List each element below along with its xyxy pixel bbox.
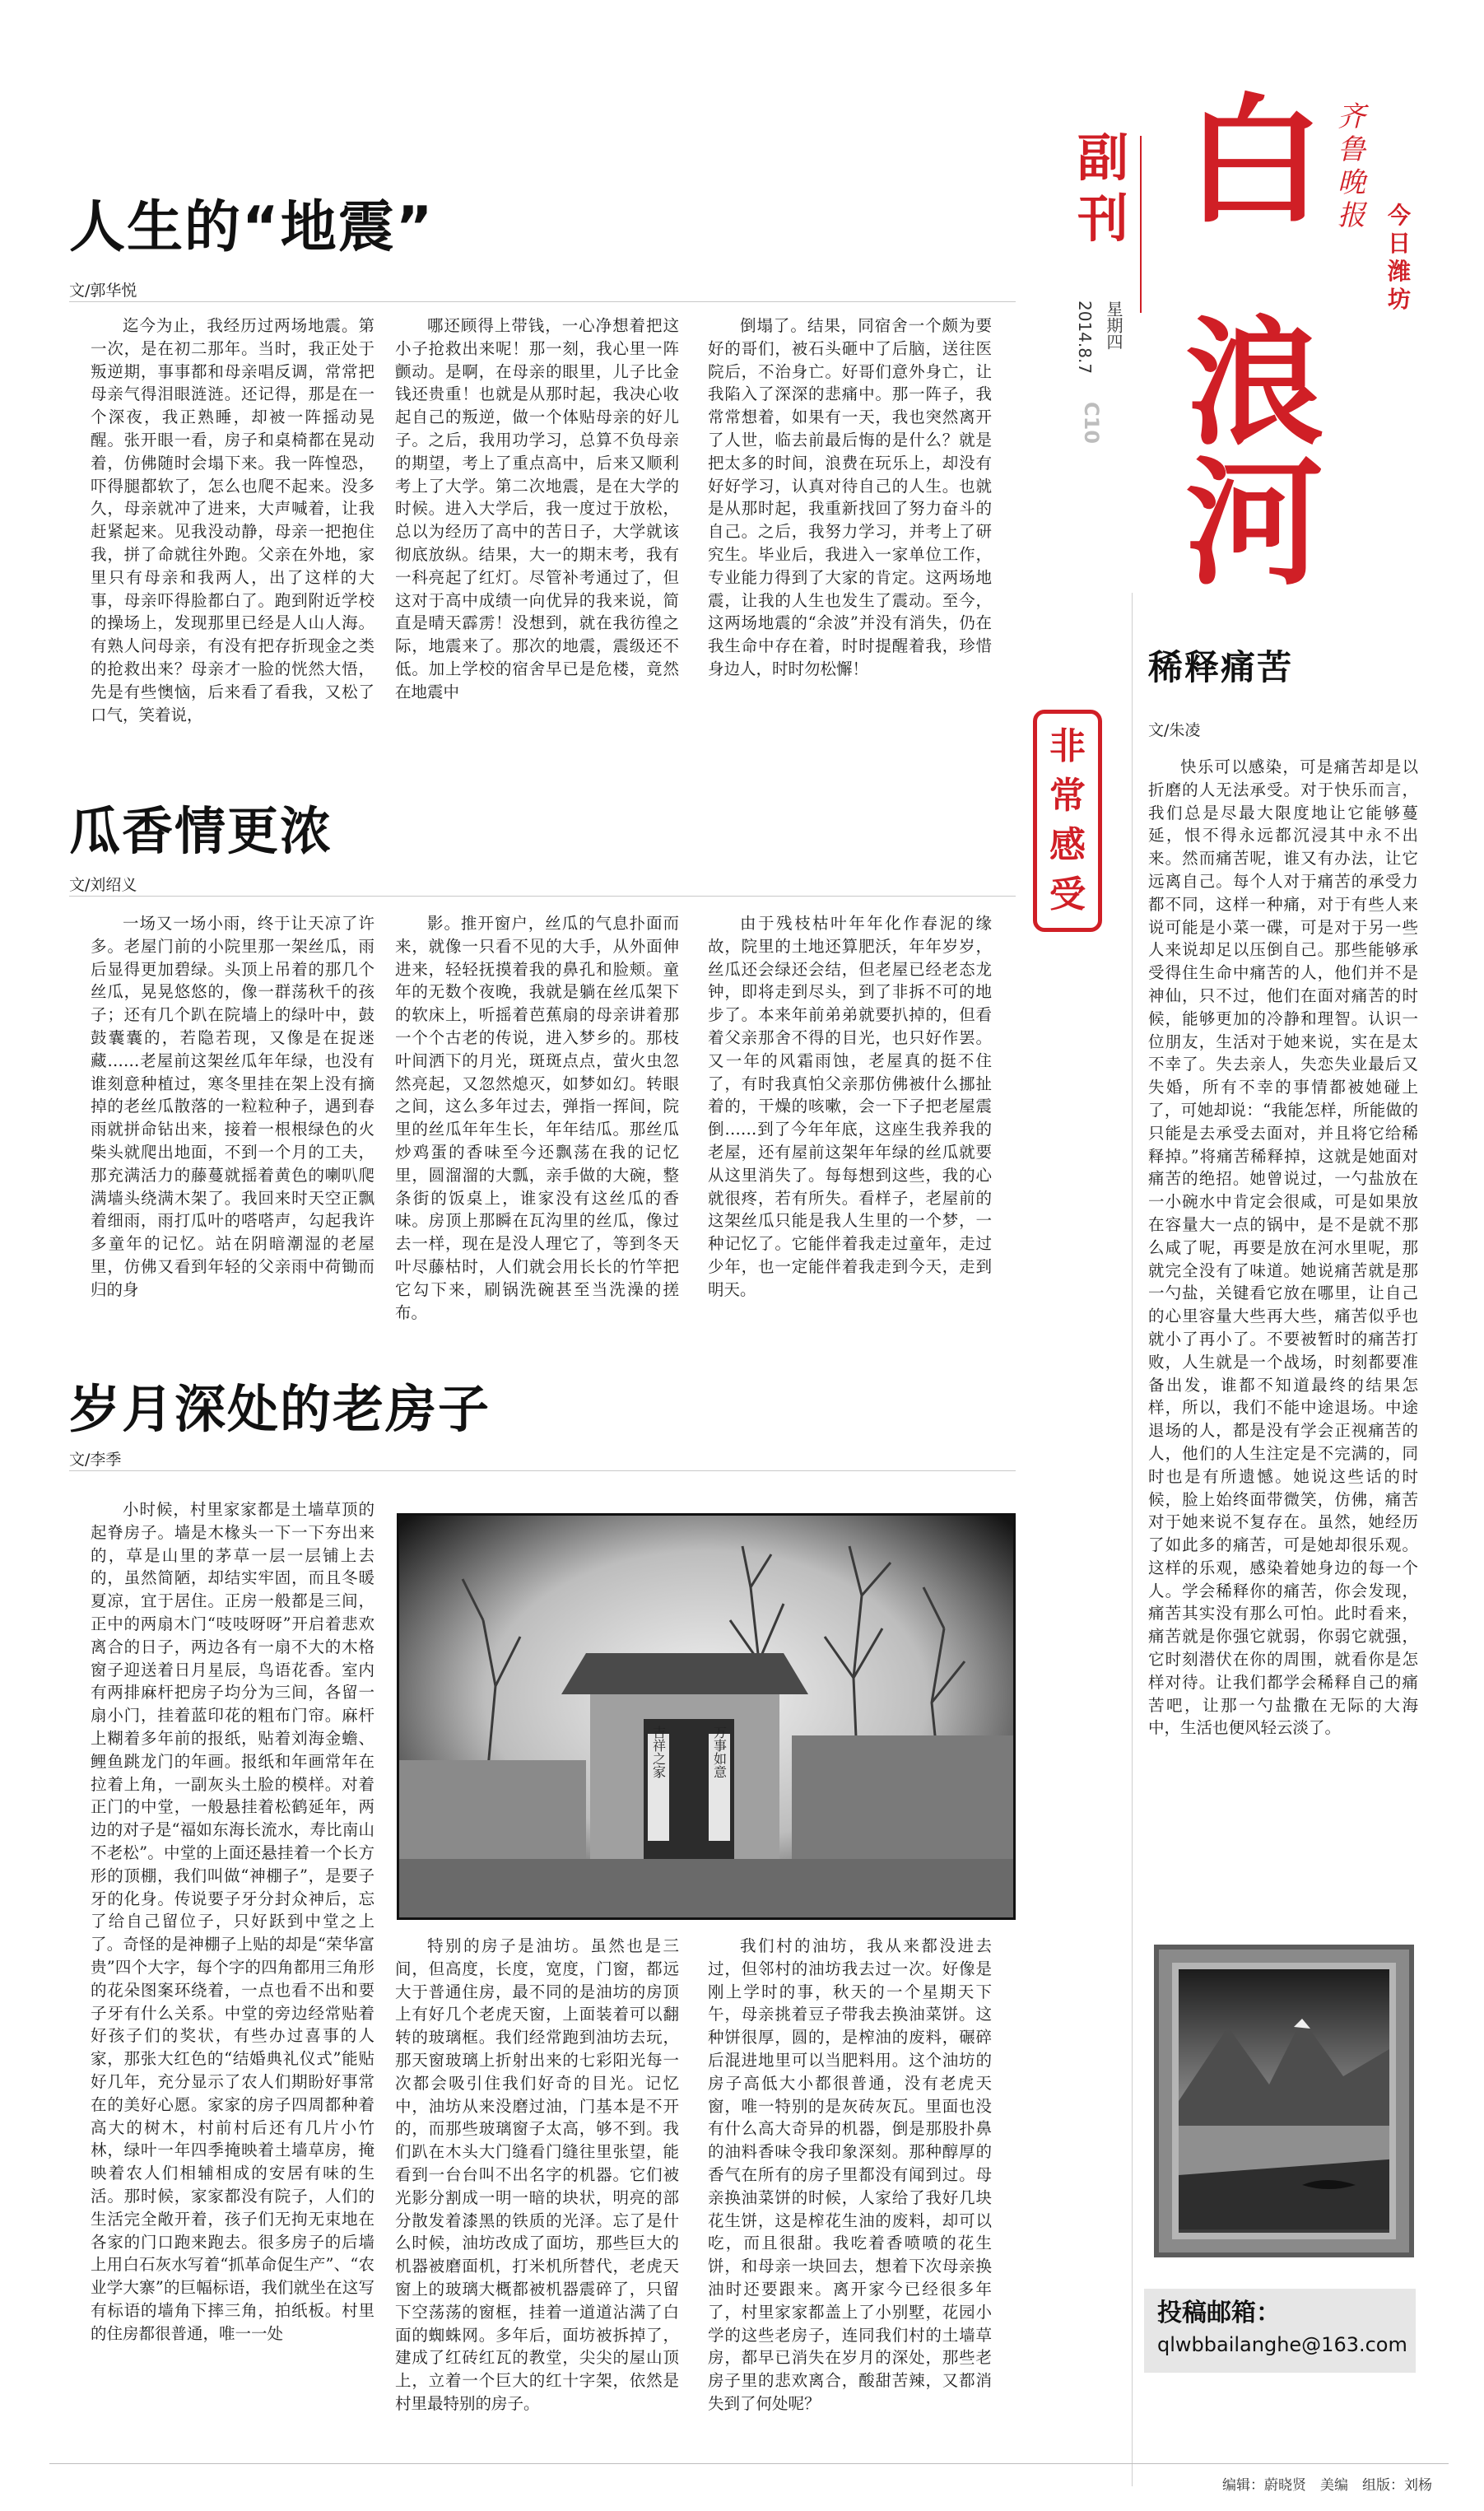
feature-seal [1033,710,1102,932]
article-3-rule [69,1470,1016,1471]
footer-credits: 编辑：蔚晓贤 美编 组版：刘杨 [1222,2477,1432,2494]
landscape-illustration [1179,1969,1396,2229]
column-divider [1132,593,1133,2486]
page-code [1068,402,1101,444]
article-3-column-1 [91,1498,374,2445]
couplet-left-text: 吉祥之家 [650,1726,667,1778]
old-house-illustration [397,1513,1016,1920]
seal-char-1: 非 [1049,725,1086,767]
issue-weekday-text: 星期四 [1104,300,1123,350]
side-wall [792,1735,1016,1859]
article-3-text-2: 特别的房子是油坊。虽然也是三间，但高度，长度，宽度，门窗，都远大于普通住房，最不同的是油坊的房顶上有好几个老虎天窗，上面装着可以翻转的玻璃框。我们经常跑到油坊去玩，那天窗玻璃上折射出来的七彩阳光每一次都会吸引住我们好奇的目光。记忆中，油坊从来没磨过油，门基本是不开的，而那些玻璃窗子太高，够不到。我们趴在木头大门缝看门缝往里张望，能看到一台台叫不出名字的机器。它们被光影分割成一明一暗的块状，明亮的部分散发着漆黑的铁质的光泽。忘了是什么时候，油坊改成了面坊，那些巨大的机器被磨面机，打米机所替代，老虎天窗上的玻璃大概都被机器震碎了，只留下空荡荡的窗框，挂着一道道沾满了白面的蜘蛛网。多年后，面坊被拆掉了，建成了红砖红瓦的教堂，尖尖的屋山顶上，立着一个巨大的红十字架，依然是村里最特别的房子。 [395,1936,679,2413]
article-1-text-3: 倒塌了。结果，同宿舍一个颇为要好的哥们，被石头砸中了后脑，送往医院后，不治身亡。好哥们意外身亡，让我陷入了深深的悲痛中。那一阵子，我常常想着，如果有一天，我也突然离开了人世，临去前最后悔的是什么？就是把太多的时间，浪费在玩乐上，却没有好好学习，认真对待自己的人生。也就是从那时起，我重新找回了努力奋斗的自己。之后，我努力学习，并考上了研究生。毕业后，我进入一家单位工作，专业能力得到了大家的肯定。这两场地震，让我的人生也发生了震动。至今，这两场地震的“余波”并没有消失，仍在我生命中存在着，时时提醒着我，珍惜身边人，时时勿松懈！ [708,316,992,678]
article-3-column-3 [708,1935,992,2445]
article-1-column-2 [395,314,679,726]
issue-date-text: 2014.8.7 [1075,300,1095,375]
paper-name-logo: 齐鲁晚报 [1337,100,1365,232]
article-2-column-2 [395,912,679,1349]
couplet-right-text: 万事如意 [711,1726,728,1778]
article-1-column-1 [91,314,374,726]
article-1-text-2: 哪还顾得上带钱，一心净想着把这小子抢救出来呢！那一刻，我心里一阵颤动。是啊，在母亲的眼里，儿子比金钱还贵重！也就是从那时起，我决心收起自己的叛逆，做一个体贴母亲的好儿子。之后，我用功学习，总算不负母亲的期望，考上了重点高中，后来又顺利考上了大学。第二次地震，是在大学的时候。进入大学后，我一度过于放松，总以为经历了高中的苦日子，大学就该彻底放纵。结果，大一的期末考，我有一科亮起了红灯。尽管补考通过了，但这对于高中成绩一向优异的我来说，简直是晴天霹雳！没想到，就在我彷徨之际，地震来了。那次的地震，震级还不低。加上学校的宿舍早已是危楼，竟然在地震中 [395,316,679,701]
footer-rule [49,2463,1449,2464]
issue-weekday [1099,300,1123,350]
ground [397,1859,1016,1920]
seal-char-4: 受 [1049,873,1086,915]
seal-char-3: 感 [1049,824,1086,866]
old-house-photo [397,1513,1016,1920]
masthead-title-char-1: 白 [1185,81,1324,242]
article-4-column [1148,756,1418,1929]
left-wall [397,1760,586,1859]
article-4-byline: 文/朱凌 [1148,721,1201,739]
article-3-byline: 文/李季 [69,1451,122,1469]
article-1-byline: 文/郭华悦 [69,282,137,300]
submission-label: 投稿邮箱： [1157,2299,1281,2327]
article-2-column-3 [708,912,992,1349]
article-3-text-3: 我们村的油坊，我从来都没进去过，但邻村的油坊我去过一次。好像是刚上学时的事，秋天的一个星期天下午，母亲挑着豆子带我去换油菜饼。这种饼很厚，圆的，是榨油的废料，碾碎后混进地里可以当肥料用。这个油坊的房子高低大小都很普通，没有老虎天窗，唯一特别的是灰砖灰瓦。里面也没有什么高大奇异的机器，倒是那股扑鼻的油料香味令我印象深刻。那种醇厚的香气在所有的房子里都没有闻到过。母亲换油菜饼的时候，人家给了我好几块花生饼，这是榨花生油的废料，却可以吃，而且很甜。我吃着香喷喷的花生饼，和母亲一块回去，想着下次母亲换油时还要跟来。离开家今已经很多年了，村里家家都盖上了小别墅，花园小学的这些老房子，连同我们村的土墙草房，都早已消失在岁月的深处，那些老房子里的悲欢离合，酸甜苦辣，又都消失到了何处呢？ [708,1936,992,2413]
article-1-text-1: 迄今为止，我经历过两场地震。第一次，是在初二那年。当时，我正处于叛逆期，事事都和母亲唱反调，常常把母亲气得泪眼涟涟。还记得，那是在一个深夜，我正熟睡，却被一阵摇动晃醒。张开眼一看，房子和桌椅都在晃动着，仿佛随时会塌下来。我一阵惶恐，吓得腿都软了，怎么也爬不起来。没多久，母亲就冲了进来，大声喊着，让我赶紧起来。见我没动静，母亲一把抱住我，拼了命就往外跑。父亲在外地，家里只有母亲和我两人，出了这样的大事，母亲吓得脸都白了。跑到附近学校的操场上，发现那里已经是人山人海。有熟人问母亲，有没有把存折现金之类的抢救出来？母亲才一脸的恍然大悟，先是有些懊恼，后来看了看我，又松了口气，笑着说， [91,316,374,724]
framed-landscape-picture [1154,1945,1414,2257]
article-2-text-3: 由于残枝枯叶年年化作春泥的缘故，院里的土地还算肥沃，年年岁岁，丝瓜还会绿还会结，但老屋已经老态龙钟，即将走到尽头，到了非拆不可的地步了。本来年前弟弟就要扒掉的，但看着父亲那舍不得的目光，也只好作罢。又一年的风霜雨蚀，老屋真的挺不住了，有时我真怕父亲那仿佛被什么挪扯着的，干燥的咳嗽，会一下子把老屋震倒……到了今年年底，这座生我养我的老屋，还有屋前这架年年绿的丝瓜就要从这里消失了。每每想到这些，我的心就很疼，若有所失。看样子，老屋前的这架丝瓜只能是我人生里的一个梦，一种记忆了。它能伴着我走过童年，走过少年，也一定能伴着我走到今天，走到明天。 [708,914,992,1299]
article-2-byline: 文/刘绍义 [69,876,137,894]
seal-char-2: 常 [1049,775,1086,817]
section-rule [1140,136,1142,313]
article-2-text-1: 一场又一场小雨，终于让天凉了许多。老屋门前的小院里那一架丝瓜，雨后显得更加碧绿。头顶上吊着的那几个丝瓜，晃晃悠悠的，像一群荡秋千的孩子；还有几个趴在院墙上的绿叶中，鼓鼓囊囊的，若隐若现，又像是在捉迷藏……老屋前这架丝瓜年年绿，也没有谁刻意种植过，寒冬里挂在架上没有摘掉的老丝瓜散落的一粒粒种子，遇到春雨就拼命钻出来，接着一根根绿色的火柴头就爬出地面，不到一个月的工夫，那充满活力的藤蔓就摇着黄色的喇叭爬满墙头绕满木架了。我回来时天空正飘着细雨，雨打瓜叶的嗒嗒声，勾起我许多童年的记忆。站在阴暗潮湿的老屋里，仿佛又看到年轻的父亲雨中荷锄而归的身 [91,914,374,1299]
submission-box [1144,2289,1416,2373]
article-2-rule [69,896,1016,897]
article-3-column-2 [395,1935,679,2445]
article-1-title: 人生的“地震” [69,195,435,260]
article-2-text-2: 影。推开窗户，丝瓜的气息扑面而来，就像一只看不见的大手，从外面伸进来，轻轻抚摸着我的鼻孔和脸颊。童年的无数个夜晚，我就是躺在丝瓜架下的软床上，听摇着芭蕉扇的母亲讲着那一个个古老的传说，进入梦乡的。那枝叶间洒下的月光，斑斑点点，萤火虫忽然亮起，又忽然熄灭，如梦如幻。转眼之间，这么多年过去，弹指一挥间，院里的丝瓜年年生长，年年结瓜。那丝瓜炒鸡蛋的香味至今还飘荡在我的记忆里，圆溜溜的大瓢，亲手做的大碗，整条街的饭桌上，谁家没有这丝瓜的香味。房顶上那瞬在瓦沟里的丝瓜，像过去一样，现在是没人理它了，等到冬天叶尽藤枯时，人们就会用长长的竹竿把它勾下来，刷锅洗碗甚至当洗澡的搓布。 [395,914,679,1322]
section-label: 副刊 [1077,128,1128,249]
submission-email[interactable]: qlwbbailanghe@163.com [1157,2333,1407,2356]
masthead-title-char-2: 浪 [1185,303,1324,464]
article-2-title: 瓜香情更浓 [69,801,333,861]
article-4-text: 快乐可以感染，可是痛苦却是以折磨的人无法承受。对于快乐而言，我们总是尽最大限度地让它能够蔓延，恨不得永远都沉浸其中永不出来。然而痛苦呢，谁又有办法，让它远离自己。每个人对于痛苦的承受力都不同，这样一种痛，对于有些人来说可能是小菜一碟，可是对于另一些人来说却足以压倒自己。那些能够承受得住生命中痛苦的人，他们并不是神仙，只不过，他们在面对痛苦的时候，能够更加的冷静和理智。认识一位朋友，生活对于她来说，实在是太不幸了。失去亲人，失恋失业最后又失婚，所有不幸的事情都被她碰上了，可她却说：“我能怎样，所能做的只能是去承受去面对，并且将它给稀释掉。”将痛苦稀释掉，这就是她面对痛苦的绝招。她曾说过，一勺盐放在一小碗水中肯定会很咸，可是如果放在容量大一点的锅中，是不是就不那么咸了呢，再要是放在河水里呢，那就完全没有了味道。她说痛苦就是那一勺盐，关键看它放在哪里，让自己的心里容量大些再大些，痛苦似乎也就小了再小了。不要被暂时的痛苦打败，人生就是一个战场，时刻都要准备出发，谁都不知道最终的结果怎样，所以，我们不能中途退场。中途退场的人，都是没有学会正视痛苦的人，他们的人生注定是不完满的，同时也是有所遗憾。她说这些话的时候，脸上始终面带微笑，仿佛，痛苦对于她来说不复存在。虽然，她经历了如此多的痛苦，可是她却很乐观。这样的乐观，感染着她身边的每一个人。学会稀释你的痛苦，你会发现，痛苦其实没有那么可怕。此时看来，痛苦就是你强它就弱，你弱它就强，它时刻潜伏在你的周围，就看你是怎样对待。让我们都学会稀释自己的痛苦吧，让那一勺盐撒在无际的大海中，生活也便风轻云淡了。 [1148,757,1418,1738]
article-3-title: 岁月深处的老房子 [69,1379,491,1439]
masthead-title-char-3: 河 [1185,443,1324,604]
article-2-column-1 [91,912,374,1349]
article-4-title: 稀释痛苦 [1148,647,1294,687]
article-1-rule [69,301,1016,302]
page-code-text: C10 [1080,402,1103,445]
gate-roof [561,1653,808,1694]
article-1-column-3 [708,314,992,726]
issue-date [1062,300,1095,374]
article-3-text-1: 小时候，村里家家都是土墙草顶的起脊房子。墙是木椽头一下一下夯出来的，草是山里的茅草一层一层铺上去的，虽然简陋，却结实牢固，而且冬暖夏凉，宜于居住。正房一般都是三间，正中的两扇木门“吱吱呀呀”开启着悲欢离合的日子，两边各有一扇不大的木格窗子迎送着日月星辰，鸟语花香。室内有两排麻杆把房子均分为三间，各留一扇小门，挂着蓝印花的粗布门帘。麻杆上糊着多年前的报纸，贴着刘海金蟾、鲤鱼跳龙门的年画。报纸和年画常年在拉着上角，一副灰头土脸的模样。对着正门的中堂，一般悬挂着松鹤延年，两边的对子是“福如东海长流水，寿比南山不老松”。中堂的上面还悬挂着一个长方形的顶棚，我们叫做“神棚子”，是要子牙的化身。传说要子牙分封众神后，忘了给自己留位子，只好跃到中堂之上了。奇怪的是神棚子上贴的却是“荣华富贵”四个大字，每个字的四角都用三角形的花朵图案环绕着，一点也看不出和要子牙有什么关系。中堂的旁边经常贴着好孩子们的奖状，有些办过喜事的人家，那张大红色的“结婚典礼仪式”能贴好几年，充分显示了农人们期盼好事常在的美好心愿。家家的房子四周都种着高大的树木，村前村后还有几片小竹林，绿叶一年四季掩映着土墙草房，掩映着农人们相辅相成的安居有味的生活。那时候，家家都没有院子，人们的生活完全敞开着，孩子们无拘无束地在各家的门口跑来跑去。很多房子的后墙上用白石灰水写着“抓革命促生产”、“农业学大寨”的巨幅标语，我们就坐在这写有标语的墙角下摔三角，拍纸板。村里的住房都很普通，唯一一处 [91,1500,374,2343]
framed-picture-canvas [1172,1963,1396,2239]
edition-name: 今日潍坊 [1387,202,1411,313]
